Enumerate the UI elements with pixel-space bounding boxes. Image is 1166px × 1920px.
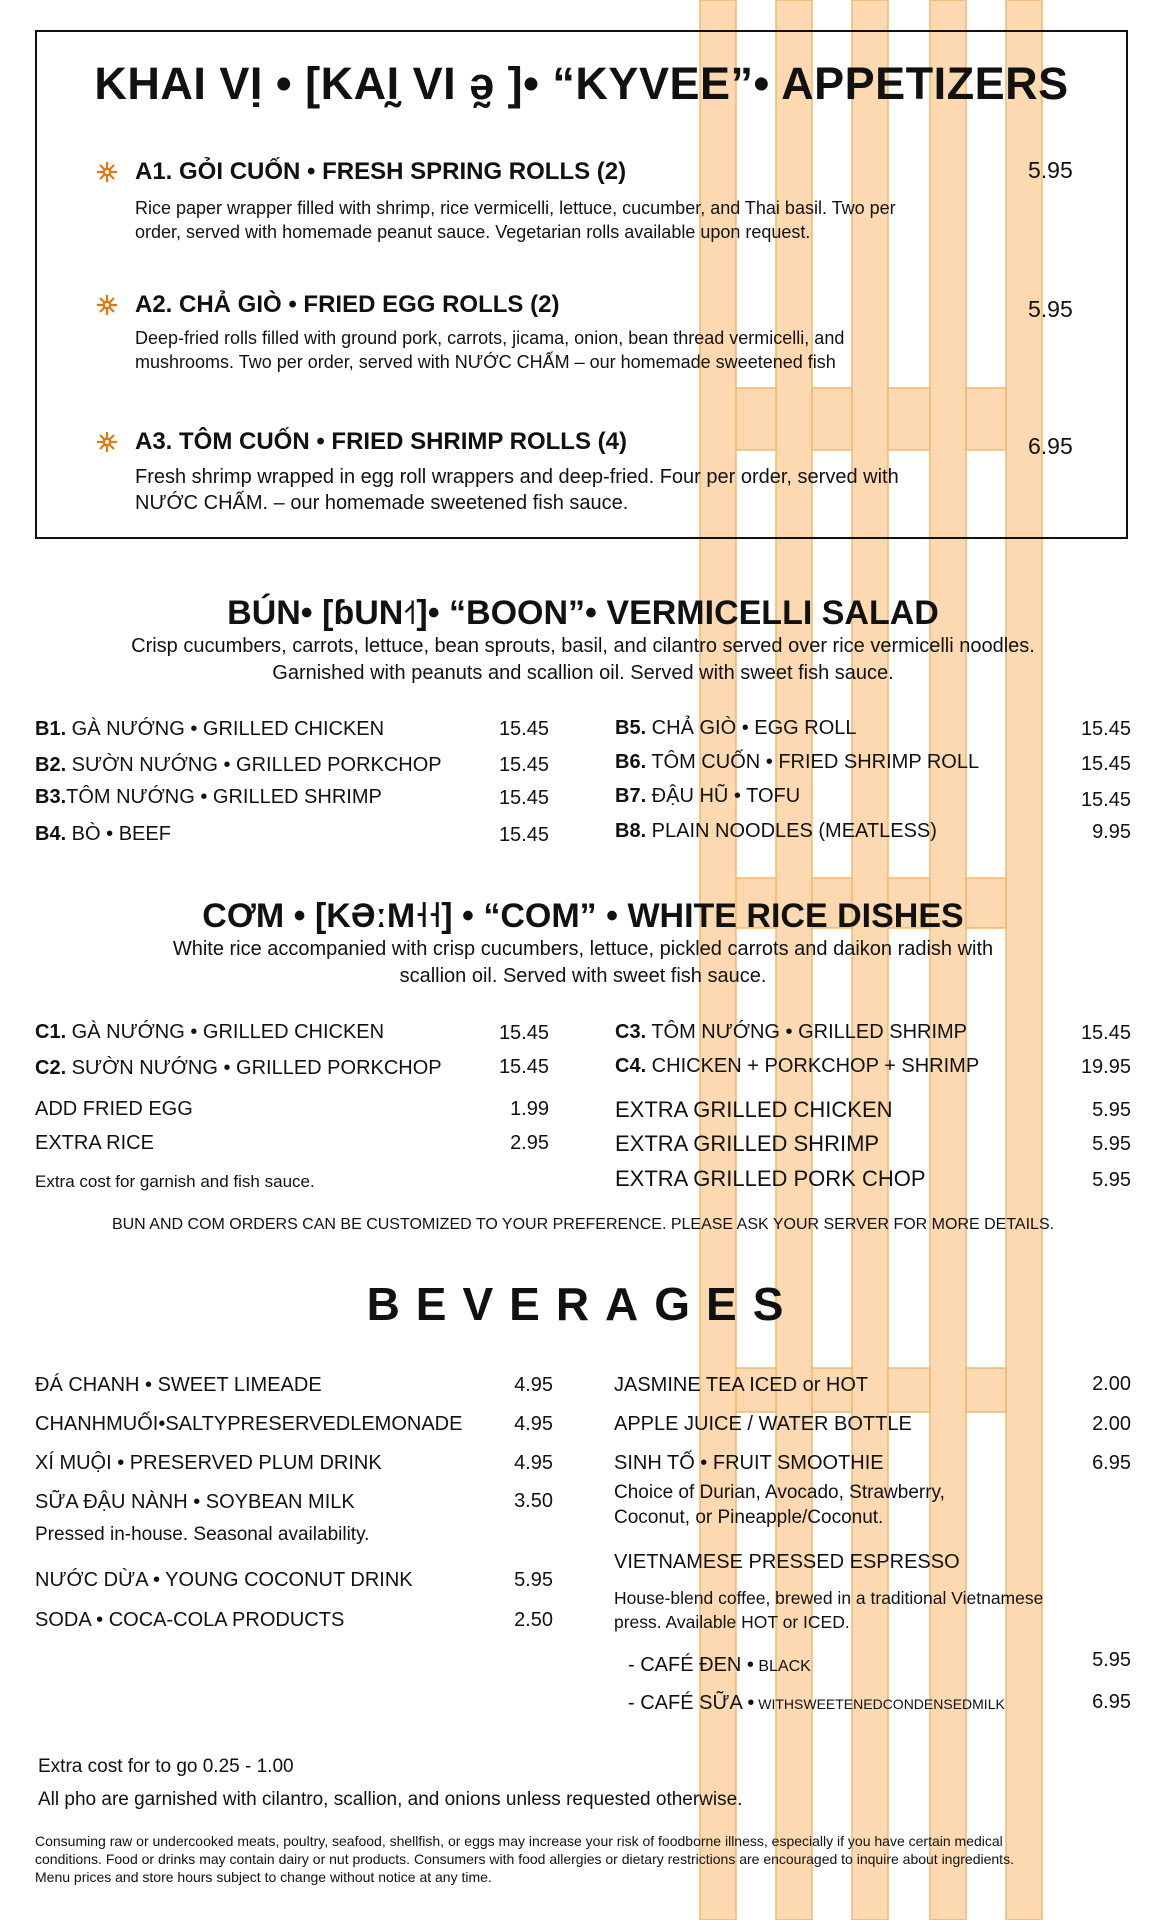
item-price: 2.95: [510, 1132, 549, 1154]
appetizer-name: A3. TÔM CUỐN • FRIED SHRIMP ROLLS (4): [135, 428, 627, 455]
beverage-item: XÍ MUỘI • PRESERVED PLUM DRINK: [35, 1452, 382, 1474]
menu-item: B7. ĐẬU HŨ • TOFU: [615, 785, 801, 807]
item-price: 4.95: [514, 1374, 553, 1396]
beverage-item: - CAFÉ SỮA • WITHSWEETENEDCONDENSEDMILK: [628, 1692, 1005, 1714]
menu-item: B8. PLAIN NOODLES (MEATLESS): [615, 820, 937, 842]
bun-description: Garnished with peanuts and scallion oil. Served with sweet fish sauce.: [272, 662, 894, 684]
item-price: 15.45: [498, 718, 549, 740]
beverage-note: Choice of Durian, Avocado, Strawberry,: [614, 1482, 945, 1503]
beverages-title: BEVERAGES: [366, 1278, 800, 1330]
appetizer-description: Rice paper wrapper filled with shrimp, rice vermicelli, lettuce, cucumber, and Thai basil. Two per order, served with homemade peanut sauce. Vegetarian rolls available upon request.: [135, 198, 896, 242]
item-price: 9.95: [1092, 821, 1131, 843]
item-price: 6.95: [1092, 1691, 1131, 1713]
beverage-item: VIETNAMESE PRESSED ESPRESSO: [614, 1551, 960, 1573]
beverage-note: Coconut, or Pineapple/Coconut.: [614, 1507, 884, 1528]
beverage-note: Pressed in-house. Seasonal availability.: [35, 1524, 370, 1545]
menu-item: B4. BÒ • BEEF: [35, 823, 171, 845]
beverage-item: SINH TỐ • FRUIT SMOOTHIE: [614, 1452, 884, 1474]
appetizer-price: 5.95: [1028, 157, 1073, 183]
menu-item: B5. CHẢ GIÒ • EGG ROLL: [615, 717, 857, 739]
appetizer-price: 6.95: [1028, 433, 1073, 459]
extra-item: EXTRA GRILLED PORK CHOP: [615, 1166, 926, 1191]
menu-item: B2. SƯỜN NƯỚNG • GRILLED PORKCHOP: [35, 754, 442, 776]
menu-item: B1. GÀ NƯỚNG • GRILLED CHICKEN: [35, 718, 385, 740]
item-price: 15.45: [1080, 753, 1131, 775]
menu-item: C2. SƯỜN NƯỚNG • GRILLED PORKCHOP: [35, 1057, 442, 1079]
item-price: 5.95: [1092, 1649, 1131, 1671]
beverage-item: CHANHMUỐI•SALTYPRESERVEDLEMONADE: [35, 1413, 463, 1435]
menu-item: C3. TÔM NƯỚNG • GRILLED SHRIMP: [615, 1021, 968, 1043]
item-price: 15.45: [498, 787, 549, 809]
item-price: 6.95: [1092, 1452, 1131, 1474]
appetizer-price: 5.95: [1028, 296, 1073, 322]
menu-item: B3.TÔM NƯỚNG • GRILLED SHRIMP: [35, 786, 382, 808]
item-price: 1.99: [510, 1098, 549, 1120]
item-price: 15.45: [1080, 718, 1131, 740]
item-price: 4.95: [514, 1413, 553, 1435]
beverage-item: - CAFÉ ĐEN • BLACK: [628, 1654, 811, 1676]
com-description: scallion oil. Served with sweet fish sauce.: [399, 965, 767, 987]
menu-item: C4. CHICKEN + PORKCHOP + SHRIMP: [615, 1055, 980, 1077]
com-title: CƠM • [KƏːM˧˧] • “COM” • WHITE RICE DISHES: [202, 897, 964, 935]
appetizer-description: Deep-fried rolls filled with ground pork, carrots, jicama, onion, bean thread vermicelli, and mushrooms. Two per order, served with NƯỚC CHẤM – our homemade sweetened fish: [135, 328, 845, 372]
item-price: 15.45: [1080, 1022, 1131, 1044]
beverage-item: APPLE JUICE / WATER BOTTLE: [614, 1413, 912, 1435]
appetizer-description: Fresh shrimp wrapped in egg roll wrappers and deep-fried. Four per order, served with NƯỚC CHẤM. – our homemade sweetened fish sauce.: [135, 466, 899, 514]
item-price: 2.00: [1092, 1413, 1131, 1435]
appetizer-name: A1. GỎI CUỐN • FRESH SPRING ROLLS (2): [135, 158, 627, 185]
item-price: 15.45: [498, 824, 549, 846]
extra-item: ADD FRIED EGG: [35, 1098, 193, 1120]
item-price: 5.95: [1092, 1169, 1131, 1191]
extra-item: EXTRA GRILLED SHRIMP: [615, 1131, 880, 1156]
item-price: 5.95: [514, 1569, 553, 1591]
beverage-item: NƯỚC DỪA • YOUNG COCONUT DRINK: [35, 1569, 413, 1591]
beverage-item: ĐÁ CHANH • SWEET LIMEADE: [35, 1374, 322, 1396]
customize-note: BUN AND COM ORDERS CAN BE CUSTOMIZED TO YOUR PREFERENCE. PLEASE ASK YOUR SERVER FOR MORE DETAILS.: [111, 1216, 1055, 1233]
togo-note: Extra cost for to go 0.25 - 1.00: [38, 1756, 294, 1777]
menu-item: B6. TÔM CUỐN • FRIED SHRIMP ROLL: [615, 751, 980, 773]
bun-description: Crisp cucumbers, carrots, lettuce, bean sprouts, basil, and cilantro served over rice vermicelli noodles.: [131, 635, 1035, 657]
com-description: White rice accompanied with crisp cucumbers, lettuce, pickled carrots and daikon radish with: [172, 938, 994, 960]
beverage-note: press. Available HOT or ICED.: [614, 1612, 850, 1632]
extra-item: EXTRA RICE: [35, 1132, 154, 1154]
item-price: 3.50: [514, 1490, 553, 1512]
menu-item: C1. GÀ NƯỚNG • GRILLED CHICKEN: [35, 1021, 385, 1043]
starburst-icon: [95, 293, 119, 317]
disclaimer: Consuming raw or undercooked meats, poultry, seafood, shellfish, or eggs may increase your risk of foodborne illness, especially if you have certain medical conditions. Food or drinks may contain dairy or nut products. Consumers with food allergies or dietary restrictions are encouraged to inquire about ingredients. Menu prices and store hours subject to change without notice at any time.: [35, 1833, 1014, 1885]
item-price: 15.45: [1080, 789, 1131, 811]
item-price: 4.95: [514, 1452, 553, 1474]
bun-title: BÚN• [ɓUN˧˦]• “BOON”• VERMICELLI SALAD: [227, 594, 939, 632]
item-price: 15.45: [498, 754, 549, 776]
extra-item: EXTRA GRILLED CHICKEN: [615, 1097, 893, 1122]
beverage-item: SODA • COCA-COLA PRODUCTS: [35, 1609, 345, 1631]
beverage-item: JASMINE TEA ICED or HOT: [614, 1374, 869, 1396]
item-price: 15.45: [498, 1022, 549, 1044]
extra-note: Extra cost for garnish and fish sauce.: [35, 1172, 315, 1191]
appetizer-name: A2. CHẢ GIÒ • FRIED EGG ROLLS (2): [135, 291, 560, 318]
item-price: 2.50: [514, 1609, 553, 1631]
beverage-note: House-blend coffee, brewed in a traditional Vietnamese: [614, 1588, 1044, 1608]
appetizers-title: KHAI VỊ • [KAḬ VI ə̰ ]• “KYVEE”• APPETIZERS: [94, 58, 1069, 109]
starburst-icon: [95, 430, 119, 454]
starburst-icon: [95, 160, 119, 184]
item-price: 5.95: [1092, 1099, 1131, 1121]
pho-note: All pho are garnished with cilantro, scallion, and onions unless requested otherwise.: [38, 1789, 743, 1810]
item-price: 15.45: [498, 1056, 549, 1078]
item-price: 19.95: [1080, 1056, 1131, 1078]
item-price: 2.00: [1092, 1373, 1131, 1395]
beverage-item: SỮA ĐẬU NÀNH • SOYBEAN MILK: [35, 1491, 355, 1513]
item-price: 5.95: [1092, 1133, 1131, 1155]
